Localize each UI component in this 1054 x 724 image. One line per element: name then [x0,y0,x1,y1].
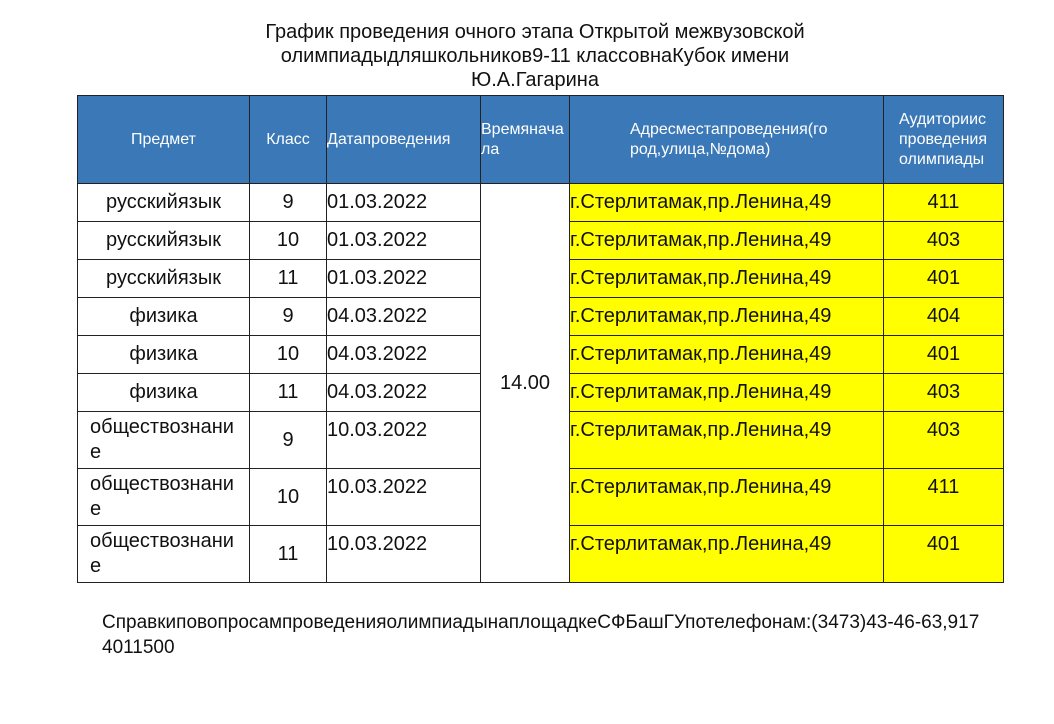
header-address: Адресместапроведения(город,улица,№дома) [570,96,884,184]
room-cell: 401 [884,336,1004,374]
address-cell: г.Стерлитамак,пр.Ленина,49 [570,222,884,260]
table-row [78,184,1004,222]
address-cell: г.Стерлитамак,пр.Ленина,49 [570,336,884,374]
subject-cell: физика [78,336,250,374]
subject-cell: обществознание [78,526,250,583]
header-grade: Класс [250,96,327,184]
document-title [180,20,890,92]
header-subject: Предмет [78,96,250,184]
header-room: Аудиторииспроведенияолимпиады [884,96,1004,184]
title-line-2: олимпиадыдляшкольников9-11 классовнаКубок имени [280,45,790,67]
title-line-3: Ю.А.Гагарина [471,69,599,91]
date-cell: 04.03.2022 [327,374,481,412]
subject-cell: обществознание [78,412,250,469]
start-time-cell: 14.00 [481,184,570,583]
grade-cell: 10 [250,222,327,260]
address-cell: г.Стерлитамак,пр.Ленина,49 [570,184,884,222]
header-date: Датапроведения [327,96,481,184]
grade-cell: 11 [250,260,327,298]
grade-cell: 9 [250,184,327,222]
room-cell: 411 [884,184,1004,222]
address-cell: г.Стерлитамак,пр.Ленина,49 [570,374,884,412]
subject-cell: физика [78,298,250,336]
grade-cell: 10 [250,336,327,374]
contact-footer: СправкиповопросампроведенияолимпиадынаплощадкеСФБашГУпотелефонам:(3473)43-46-63,9174011500 [102,612,980,658]
grade-cell: 9 [250,298,327,336]
subject-cell: обществознание [78,469,250,526]
date-cell: 10.03.2022 [327,469,481,526]
date-cell: 04.03.2022 [327,336,481,374]
address-cell: г.Стерлитамак,пр.Ленина,49 [570,298,884,336]
grade-cell: 11 [250,526,327,583]
date-cell: 01.03.2022 [327,184,481,222]
address-cell: г.Стерлитамак,пр.Ленина,49 [570,469,884,526]
subject-cell: русскийязык [78,222,250,260]
subject-cell: физика [78,374,250,412]
grade-cell: 10 [250,469,327,526]
table-header-row [78,96,1004,184]
schedule-table [77,95,1004,583]
address-cell: г.Стерлитамак,пр.Ленина,49 [570,412,884,469]
room-cell: 401 [884,526,1004,583]
address-cell: г.Стерлитамак,пр.Ленина,49 [570,526,884,583]
date-cell: 10.03.2022 [327,412,481,469]
grade-cell: 11 [250,374,327,412]
room-cell: 403 [884,412,1004,469]
date-cell: 10.03.2022 [327,526,481,583]
room-cell: 403 [884,374,1004,412]
room-cell: 403 [884,222,1004,260]
date-cell: 01.03.2022 [327,260,481,298]
subject-cell: русскийязык [78,260,250,298]
date-cell: 01.03.2022 [327,222,481,260]
address-cell: г.Стерлитамак,пр.Ленина,49 [570,260,884,298]
date-cell: 04.03.2022 [327,298,481,336]
subject-cell: русскийязык [78,184,250,222]
title-line-1: График проведения очного этапа Открытой межвузовской [265,21,805,43]
room-cell: 404 [884,298,1004,336]
room-cell: 411 [884,469,1004,526]
header-start-time: Времяначала [481,96,570,184]
room-cell: 401 [884,260,1004,298]
grade-cell: 9 [250,412,327,469]
